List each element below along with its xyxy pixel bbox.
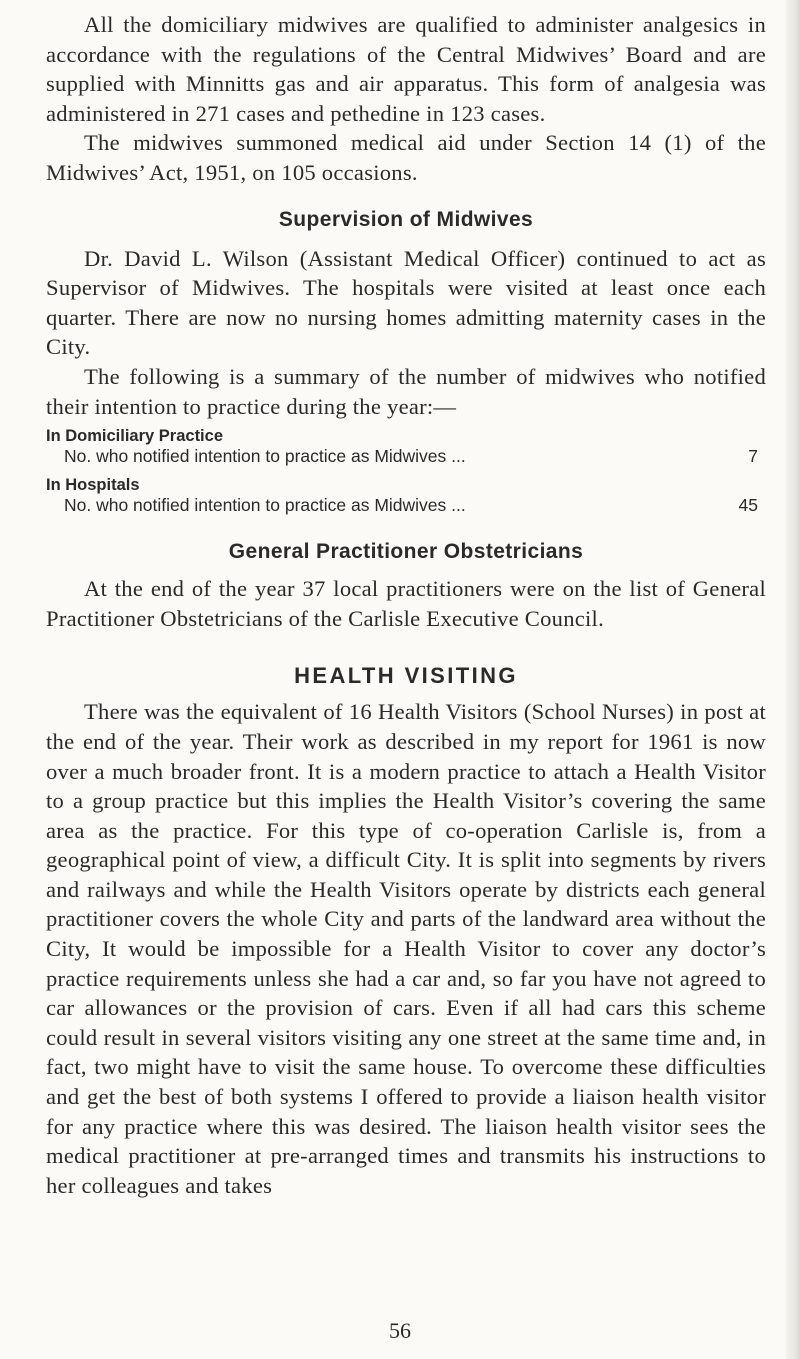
health-visiting-heading: HEALTH VISITING — [294, 663, 518, 689]
hospitals-label: No. who notified intention to practice as Midwives ... — [64, 495, 466, 516]
health-visiting-paragraph: There was the equivalent of 16 Health Visitors (School Nurses) in post at the end of the year. Their work as described in my report for 1961 is now over a much broader front. It is a modern practice to attach a Health Visitor to a group practice but this implies the Health Visitor’s covering the same area as the practice. For this type of co-operation Carlisle is, from a geographical point of view, a difficult City. It is split into segments by rivers and railways and while the Health Visitors operate by districts each general practitioner covers the whole City and parts of the landward area without the City, It would be impossible for a Health Visitor to cover any doctor’s practice requirements unless she had a car and, so far you have not agreed to car allowances or the provision of cars. Even if all had cars this scheme could result in several visitors visiting any one street at the same time and, in fact, two might have to visit the same house. To overcome these difficulties and get the best of both systems I offered to provide a liaison health visitor for any practice where this was desired. The liaison health visitor sees the medical practitioner at pre-arranged times and transmits his instructions to her colleagues and takes — [46, 699, 766, 1198]
page-number: 56 — [389, 1318, 411, 1343]
domiciliary-row — [46, 446, 766, 467]
page-edge-shadow — [786, 0, 800, 1359]
hospitals-value: 45 — [738, 495, 758, 516]
summary-intro-paragraph: The following is a summary of the number of midwives who notified their intention to practice during the year:— — [46, 363, 766, 419]
domiciliary-label: No. who notified intention to practice as Midwives ... — [64, 446, 466, 467]
hospitals-heading: In Hospitals — [46, 476, 140, 495]
domiciliary-practice-heading: In Domiciliary Practice — [46, 427, 223, 446]
hospitals-row — [46, 495, 766, 516]
gp-obstetricians-heading: General Practitioner Obstetricians — [228, 540, 584, 564]
text-column — [46, 0, 766, 1200]
medical-aid-paragraph: The midwives summoned medical aid under Section 14 (1) of the Midwives’ Act, 1951, on 105 occasions. — [46, 130, 766, 185]
analgesia-paragraph: All the domiciliary midwives are qualified to administer analgesics in accordance with the regulations of the Central Midwives’ Board and are supplied with Minnitts gas and air apparatus. This form of analgesia was administered in 271 cases and pethedine in 123 cases. — [46, 12, 766, 126]
supervisor-paragraph: Dr. David L. Wilson (Assistant Medical Officer) continued to act as Supervisor of Midwives. The hospitals were visited at least once each quarter. There are now no nursing homes admitting maternity cases in the City. — [46, 245, 766, 360]
gp-obstetricians-paragraph: At the end of the year 37 local practitioners were on the list of General Practitioner Obstetricians of the Carlisle Executive Council. — [46, 576, 766, 631]
domiciliary-value: 7 — [748, 446, 758, 467]
supervision-heading: Supervision of Midwives — [278, 207, 534, 231]
